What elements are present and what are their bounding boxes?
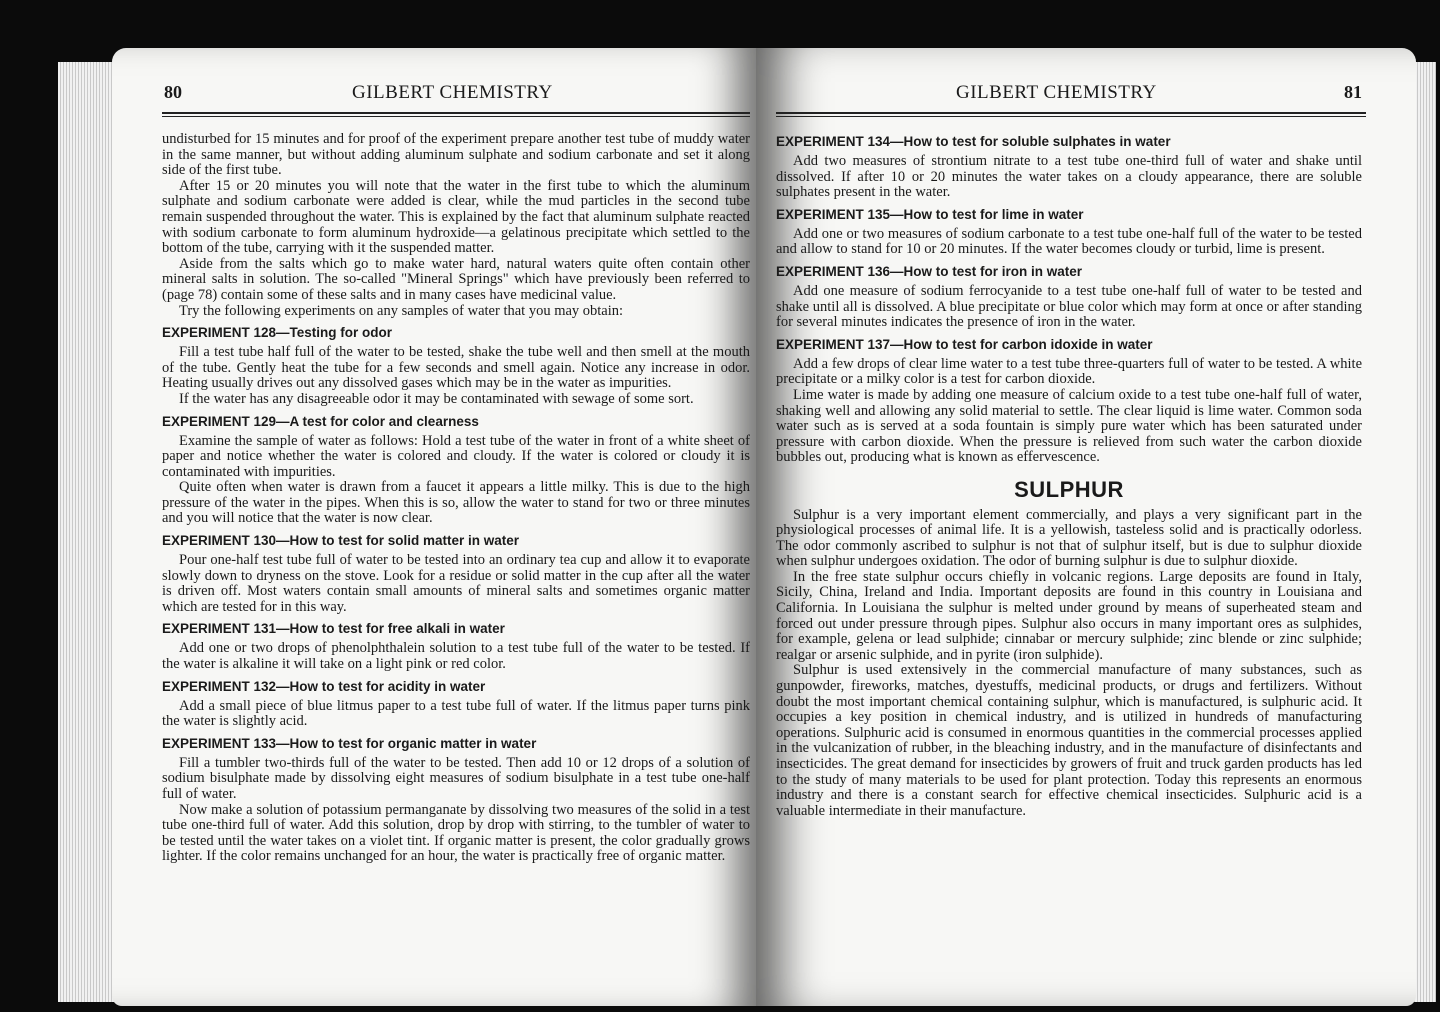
experiment-heading-130: EXPERIMENT 130—How to test for solid matter in water [162, 533, 520, 549]
paragraph: Quite often when water is drawn from a faucet it appears a little milky. This is due to the high pressure of the water in the pipes. When this is so, allow the water to stand for two or three minutes and you will notice that the water is now clear. [162, 479, 750, 527]
paragraph: Add one measure of sodium ferrocyanide to a test tube one-half full of water to be tested and shake until all is dissolved. A blue precipitate or blue color which may form at once or after standing for several minutes indicates the presence of iron in the water. [776, 282, 1362, 331]
header-rule-thin [162, 116, 750, 117]
paragraph: Add one or two drops of phenolphthalein solution to a test tube full of the water to be tested. If the water is alkaline it will take on a light pink or red color. [162, 640, 750, 673]
header-rule-thin [776, 116, 1366, 117]
header-rule [162, 112, 750, 114]
paragraph: Add a few drops of clear lime water to a test tube three-quarters full of water to be tested. A white precipitate or a milky color is a test for carbon dioxide. [776, 355, 1362, 388]
paragraph: Examine the sample of water as follows: Hold a test tube of the water in front of a white sheet of paper and notice whether the water is colored and cloudy. If the water is colored or cloudy it is contaminated with impurities. [162, 432, 750, 480]
right-page [756, 48, 1416, 1006]
paragraph: Pour one-half test tube full of water to be tested into an ordinary tea cup and allow it to evaporate slowly down to dryness on the stove. Look for a residue or solid matter in the cup after all the water is driven off. Most waters contain small amounts of mineral salts and sometimes organic matter which are tested for in this way. [162, 552, 750, 615]
paragraph: In the free state sulphur occurs chiefly in volcanic regions. Large deposits are found in Italy, Sicily, China, Ireland and India. Important deposits are found in this country in Louisiana and California. In Louisiana the sulphur is melted under ground by means of superheated steam and forced out under pressure through pipes. Sulphur also occurs in many important ores as sulphides, for example, gelena or lead sulphide; cinnabar or mercury sulphide; zinc blende or zinc sulphide; realgar or arsenic sulphide, and in pyrite (iron sulphide). [776, 568, 1362, 663]
header-rule [776, 112, 1366, 114]
experiment-heading-128: EXPERIMENT 128—Testing for odor [162, 325, 393, 341]
paragraph: Add a small piece of blue litmus paper to a test tube full of water. If the litmus paper turns pink the water is slightly acid. [162, 697, 750, 730]
paragraph: Add two measures of strontium nitrate to a test tube one-third full of water and shake until dissolved. If after 10 or 20 minutes the water takes on a cloudy appearance, there are soluble sulphates present in the water. [776, 153, 1362, 201]
left-page-edges [58, 62, 114, 1002]
experiment-heading-132: EXPERIMENT 132—How to test for acidity in water [162, 678, 486, 694]
paragraph: Fill a test tube half full of the water to be tested, shake the tube well and then smell at the mouth of the tube. Gently heat the tube for a few seconds and smell again. Notice any increase in odor. Heating usually drives out any dissolved gases which may be in the water as impurities. [162, 344, 750, 392]
paragraph: Sulphur is a very important element commercially, and plays a very significant part in the physiological processes of animal life. It is a yellowish, tasteless solid and is practically odorless. The odor commonly ascribed to sulphur is not that of sulphur itself, but is due to sulphur dioxide when sulphur undergoes oxidation. The odor of burning sulphur is due to sulphur dioxide. [776, 506, 1362, 570]
experiment-heading-137: EXPERIMENT 137—How to test for carbon idoxide in water [776, 336, 1153, 352]
paragraph: undisturbed for 15 minutes and for proof of the experiment prepare another test tube of muddy water in the same manner, but without adding aluminum sulphate and sodium carbonate and set it along side of the first tube. [162, 131, 750, 179]
paragraph: After 15 or 20 minutes you will note that the water in the first tube to which the aluminum sulphate and sodium carbonate were added is clear, while the mud particles in the second tube remain suspended throughout the water. This is explained by the fact that aluminum sulphate reacted with sodium carbonate to form aluminum hydroxide—a gelatinous precipitate which settled to the bottom of the tube, carrying with it the suspended matter. [162, 177, 750, 257]
experiment-heading-136: EXPERIMENT 136—How to test for iron in water [776, 263, 1083, 279]
paragraph: If the water has any disagreeable odor it may be contaminated with sewage of some sort. [179, 390, 694, 407]
paragraph: Now make a solution of potassium permanganate by dissolving two measures of the solid in a test tube one-third full of water. Add this solution, drop by drop with stirring, to the tumbler of water to be tested until the water takes on a violet tint. If organic matter is present, the color gradually grows lighter. If the color remains unchanged for an hour, the water is practically free of organic matter. [162, 801, 750, 865]
section-heading: SULPHUR [1014, 476, 1124, 502]
paragraph: Aside from the salts which go to make water hard, natural waters quite often contain other mineral salts in solution. The so-called "Mineral Springs" which have previously been referred to (page 78) contain some of these salts and in many cases have medicinal value. [162, 255, 750, 303]
paragraph: Sulphur is used extensively in the commercial manufacture of many substances, such as gunpowder, fireworks, matches, dyestuffs, medicinal products, or drugs and fertilizers. Without doubt the most important chemical containing sulphur, which is manufactured, is sulphuric acid. It occupies a key position in chemical industry, and is utilized in hundreds of manufacturing operations. Sulphuric acid is consumed in enormous quantities in the commercial processes applied in the vulcanization of rubber, in the bleaching industry, and in the manufacture of disinfectants and insecticides. The great demand for insecticides by growers of fruit and truck garden products has led to the study of many materials to be used for plant protection. Today this represents an enormous industry and there is a constant search for effective chemical insecticides. Sulphuric acid is a valuable intermediate in their manufacture. [776, 662, 1362, 819]
experiment-heading-133: EXPERIMENT 133—How to test for organic matter in water [162, 735, 537, 751]
running-head: GILBERT CHEMISTRY [956, 82, 1157, 103]
paragraph: Add one or two measures of sodium carbonate to a test tube one-half full of the water to be tested and allow to stand for 10 or 20 minutes. If the water becomes cloudy or turbid, lime is present. [776, 225, 1362, 258]
experiment-heading-134: EXPERIMENT 134—How to test for soluble sulphates in water [776, 134, 1171, 149]
paragraph: Try the following experiments on any samples of water that you may obtain: [179, 302, 624, 319]
experiment-heading-135: EXPERIMENT 135—How to test for lime in water [776, 206, 1084, 222]
paragraph: Lime water is made by adding one measure of calcium oxide to a test tube one-half full of water, shaking well and allowing any solid material to settle. The clear liquid is lime water. Common soda water such as is served at a soda fountain is simply pure water which has been saturated under pressure with carbon dioxide. When the pressure is relieved from such water the carbon dioxide bubbles out, producing what is known as effervescence. [776, 386, 1362, 466]
left-page-body [162, 132, 750, 865]
page-number: 80 [164, 82, 182, 102]
experiment-heading-131: EXPERIMENT 131—How to test for free alkali in water [162, 621, 505, 637]
experiment-heading-129: EXPERIMENT 129—A test for color and clearness [162, 413, 479, 429]
paragraph: Fill a tumbler two-thirds full of the water to be tested. Then add 10 or 12 drops of a solution of sodium bisulphate made by dissolving eight measures of sodium bisulphate in a test tube one-half full of water. [162, 754, 750, 802]
page-number: 81 [1344, 82, 1362, 102]
left-page [112, 48, 756, 1006]
running-head: GILBERT CHEMISTRY [352, 82, 553, 103]
right-page-body [776, 132, 1362, 819]
